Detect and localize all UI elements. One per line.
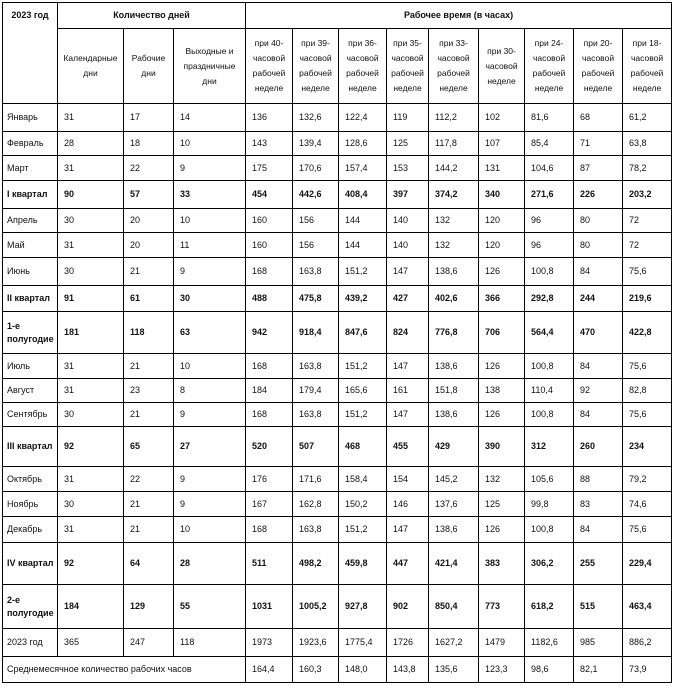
table-cell: 175 xyxy=(246,156,293,181)
table-cell: 92 xyxy=(574,379,623,403)
table-cell: 507 xyxy=(293,427,339,467)
table-cell: 122,4 xyxy=(339,104,387,132)
days-group-header: Количество дней xyxy=(58,3,246,29)
table-row xyxy=(3,354,672,379)
average-hours-cell: 143,8 xyxy=(387,657,429,683)
table-cell: 68 xyxy=(574,104,623,132)
table-cell: 84 xyxy=(574,354,623,379)
row-label: 1-е полугодие xyxy=(3,312,58,354)
table-cell: 87 xyxy=(574,156,623,181)
row-label: I квартал xyxy=(3,181,58,209)
table-cell: 564,4 xyxy=(525,312,574,354)
table-cell: 151,2 xyxy=(339,258,387,286)
table-cell: 63 xyxy=(174,312,246,354)
table-cell: 132 xyxy=(429,233,479,258)
table-cell: 397 xyxy=(387,181,429,209)
table-cell: 292,8 xyxy=(525,286,574,312)
table-cell: 31 xyxy=(58,156,124,181)
table-cell: 126 xyxy=(479,354,525,379)
table-cell: 171,6 xyxy=(293,467,339,492)
table-cell: 511 xyxy=(246,543,293,585)
table-cell: 75,6 xyxy=(623,354,672,379)
table-cell: 105,6 xyxy=(525,467,574,492)
table-cell: 33 xyxy=(174,181,246,209)
table-cell: 14 xyxy=(174,104,246,132)
table-cell: 30 xyxy=(174,286,246,312)
table-cell: 84 xyxy=(574,403,623,427)
table-cell: 618,2 xyxy=(525,585,574,629)
table-row xyxy=(3,492,672,517)
table-cell: 515 xyxy=(574,585,623,629)
table-cell: 65 xyxy=(124,427,174,467)
table-cell: 168 xyxy=(246,354,293,379)
table-cell: 163,8 xyxy=(293,403,339,427)
average-hours-label: Среднемесячное количество рабочих часов xyxy=(3,657,246,683)
table-row xyxy=(3,104,672,132)
row-label: Апрель xyxy=(3,209,58,233)
table-cell: 1775,4 xyxy=(339,629,387,657)
column-header-5: при 39-часовой рабочей неделе xyxy=(293,29,339,104)
table-body xyxy=(3,104,672,683)
table-cell: 120 xyxy=(479,233,525,258)
table-row xyxy=(3,517,672,543)
table-row xyxy=(3,312,672,354)
table-cell: 85,4 xyxy=(525,132,574,156)
table-cell: 75,6 xyxy=(623,258,672,286)
table-cell: 455 xyxy=(387,427,429,467)
table-cell: 110,4 xyxy=(525,379,574,403)
table-cell: 520 xyxy=(246,427,293,467)
table-cell: 132 xyxy=(429,209,479,233)
table-cell: 165,6 xyxy=(339,379,387,403)
table-cell: 340 xyxy=(479,181,525,209)
table-cell: 74,6 xyxy=(623,492,672,517)
table-cell: 161 xyxy=(387,379,429,403)
table-cell: 918,4 xyxy=(293,312,339,354)
table-cell: 100,8 xyxy=(525,354,574,379)
table-cell: 138,6 xyxy=(429,517,479,543)
average-hours-cell: 160,3 xyxy=(293,657,339,683)
table-cell: 163,8 xyxy=(293,517,339,543)
row-label: Январь xyxy=(3,104,58,132)
hours-group-header: Рабочее время (в часах) xyxy=(246,3,672,29)
table-cell: 31 xyxy=(58,379,124,403)
table-cell: 271,6 xyxy=(525,181,574,209)
header-row-sub xyxy=(3,29,672,104)
average-hours-cell: 135,6 xyxy=(429,657,479,683)
table-cell: 824 xyxy=(387,312,429,354)
table-cell: 99,8 xyxy=(525,492,574,517)
table-cell: 151,8 xyxy=(429,379,479,403)
row-label: Октябрь xyxy=(3,467,58,492)
table-cell: 64 xyxy=(124,543,174,585)
table-cell: 260 xyxy=(574,427,623,467)
table-cell: 11 xyxy=(174,233,246,258)
table-cell: 144 xyxy=(339,233,387,258)
table-cell: 21 xyxy=(124,403,174,427)
table-cell: 138 xyxy=(479,379,525,403)
table-cell: 429 xyxy=(429,427,479,467)
table-cell: 167 xyxy=(246,492,293,517)
table-cell: 1005,2 xyxy=(293,585,339,629)
table-cell: 61,2 xyxy=(623,104,672,132)
table-cell: 72 xyxy=(623,209,672,233)
table-cell: 21 xyxy=(124,354,174,379)
table-cell: 154 xyxy=(387,467,429,492)
table-cell: 156 xyxy=(293,209,339,233)
table-cell: 80 xyxy=(574,233,623,258)
table-cell: 79,2 xyxy=(623,467,672,492)
average-hours-row xyxy=(3,657,672,683)
table-cell: 10 xyxy=(174,517,246,543)
table-cell: 126 xyxy=(479,403,525,427)
table-cell: 151,2 xyxy=(339,517,387,543)
table-cell: 96 xyxy=(525,233,574,258)
table-cell: 31 xyxy=(58,467,124,492)
column-header-9: при 30-часовой неделе xyxy=(479,29,525,104)
table-cell: 31 xyxy=(58,233,124,258)
table-cell: 82,8 xyxy=(623,379,672,403)
table-cell: 408,4 xyxy=(339,181,387,209)
table-cell: 176 xyxy=(246,467,293,492)
table-cell: 100,8 xyxy=(525,517,574,543)
table-cell: 498,2 xyxy=(293,543,339,585)
table-cell: 100,8 xyxy=(525,403,574,427)
table-cell: 27 xyxy=(174,427,246,467)
table-cell: 96 xyxy=(525,209,574,233)
table-cell: 132 xyxy=(479,467,525,492)
table-cell: 120 xyxy=(479,209,525,233)
table-row xyxy=(3,585,672,629)
average-hours-cell: 123,3 xyxy=(479,657,525,683)
column-header-7: при 35-часовой рабочей неделе xyxy=(387,29,429,104)
row-label: 2023 год xyxy=(3,629,58,657)
table-cell: 226 xyxy=(574,181,623,209)
table-cell: 160 xyxy=(246,209,293,233)
table-cell: 71 xyxy=(574,132,623,156)
row-label: Сентябрь xyxy=(3,403,58,427)
table-cell: 30 xyxy=(58,258,124,286)
table-cell: 144 xyxy=(339,209,387,233)
table-cell: 147 xyxy=(387,517,429,543)
column-header-6: при 36-часовой рабочей неделе xyxy=(339,29,387,104)
table-cell: 402,6 xyxy=(429,286,479,312)
column-header-10: при 24-часовой рабочей неделе xyxy=(525,29,574,104)
table-cell: 706 xyxy=(479,312,525,354)
table-cell: 31 xyxy=(58,104,124,132)
table-cell: 312 xyxy=(525,427,574,467)
table-cell: 184 xyxy=(58,585,124,629)
table-cell: 136 xyxy=(246,104,293,132)
table-cell: 144,2 xyxy=(429,156,479,181)
table-cell: 147 xyxy=(387,403,429,427)
table-cell: 1923,6 xyxy=(293,629,339,657)
table-cell: 255 xyxy=(574,543,623,585)
table-cell: 92 xyxy=(58,427,124,467)
table-cell: 21 xyxy=(124,492,174,517)
column-header-4: при 40-часовой рабочей неделе xyxy=(246,29,293,104)
table-row xyxy=(3,233,672,258)
table-cell: 91 xyxy=(58,286,124,312)
table-cell: 104,6 xyxy=(525,156,574,181)
table-cell: 138,6 xyxy=(429,403,479,427)
table-cell: 138,6 xyxy=(429,354,479,379)
table-row xyxy=(3,156,672,181)
table-cell: 83 xyxy=(574,492,623,517)
table-cell: 131 xyxy=(479,156,525,181)
table-cell: 181 xyxy=(58,312,124,354)
table-cell: 126 xyxy=(479,517,525,543)
table-cell: 442,6 xyxy=(293,181,339,209)
table-row xyxy=(3,258,672,286)
table-cell: 147 xyxy=(387,258,429,286)
table-cell: 468 xyxy=(339,427,387,467)
table-cell: 92 xyxy=(58,543,124,585)
table-cell: 156 xyxy=(293,233,339,258)
average-hours-cell: 98,6 xyxy=(525,657,574,683)
column-header-8: при 33-часовой рабочей неделе xyxy=(429,29,479,104)
table-cell: 31 xyxy=(58,354,124,379)
table-cell: 20 xyxy=(124,233,174,258)
table-cell: 81,6 xyxy=(525,104,574,132)
table-cell: 463,4 xyxy=(623,585,672,629)
table-cell: 475,8 xyxy=(293,286,339,312)
table-cell: 163,8 xyxy=(293,258,339,286)
table-cell: 117,8 xyxy=(429,132,479,156)
table-row xyxy=(3,467,672,492)
work-calendar-table-wrapper xyxy=(2,2,672,683)
table-cell: 125 xyxy=(479,492,525,517)
table-cell: 72 xyxy=(623,233,672,258)
table-cell: 163,8 xyxy=(293,354,339,379)
table-cell: 30 xyxy=(58,403,124,427)
table-row xyxy=(3,181,672,209)
table-cell: 132,6 xyxy=(293,104,339,132)
table-cell: 488 xyxy=(246,286,293,312)
table-row xyxy=(3,379,672,403)
table-cell: 9 xyxy=(174,467,246,492)
table-cell: 137,6 xyxy=(429,492,479,517)
table-cell: 28 xyxy=(174,543,246,585)
table-cell: 179,4 xyxy=(293,379,339,403)
table-cell: 9 xyxy=(174,492,246,517)
table-cell: 8 xyxy=(174,379,246,403)
table-cell: 102 xyxy=(479,104,525,132)
table-cell: 129 xyxy=(124,585,174,629)
table-cell: 776,8 xyxy=(429,312,479,354)
table-cell: 421,4 xyxy=(429,543,479,585)
table-cell: 374,2 xyxy=(429,181,479,209)
average-hours-cell: 82,1 xyxy=(574,657,623,683)
table-cell: 9 xyxy=(174,258,246,286)
table-row xyxy=(3,286,672,312)
table-cell: 1973 xyxy=(246,629,293,657)
table-cell: 390 xyxy=(479,427,525,467)
table-cell: 23 xyxy=(124,379,174,403)
average-hours-cell: 148,0 xyxy=(339,657,387,683)
table-cell: 383 xyxy=(479,543,525,585)
table-cell: 422,8 xyxy=(623,312,672,354)
row-label: Май xyxy=(3,233,58,258)
table-cell: 100,8 xyxy=(525,258,574,286)
table-cell: 168 xyxy=(246,403,293,427)
table-cell: 140 xyxy=(387,233,429,258)
table-cell: 30 xyxy=(58,492,124,517)
table-cell: 147 xyxy=(387,354,429,379)
column-header-11: при 20-часовой рабочей неделе xyxy=(574,29,623,104)
table-cell: 139,4 xyxy=(293,132,339,156)
table-cell: 942 xyxy=(246,312,293,354)
table-cell: 203,2 xyxy=(623,181,672,209)
table-cell: 153 xyxy=(387,156,429,181)
table-cell: 22 xyxy=(124,156,174,181)
row-label: IV квартал xyxy=(3,543,58,585)
table-cell: 158,4 xyxy=(339,467,387,492)
table-cell: 168 xyxy=(246,258,293,286)
table-cell: 151,2 xyxy=(339,403,387,427)
table-cell: 143 xyxy=(246,132,293,156)
table-cell: 1479 xyxy=(479,629,525,657)
column-header-12: при 18-часовой рабочей неделе xyxy=(623,29,672,104)
table-cell: 886,2 xyxy=(623,629,672,657)
table-cell: 18 xyxy=(124,132,174,156)
table-cell: 454 xyxy=(246,181,293,209)
table-cell: 138,6 xyxy=(429,258,479,286)
table-cell: 365 xyxy=(58,629,124,657)
table-cell: 112,2 xyxy=(429,104,479,132)
table-cell: 151,2 xyxy=(339,354,387,379)
header-row-groups xyxy=(3,3,672,29)
table-cell: 427 xyxy=(387,286,429,312)
table-cell: 847,6 xyxy=(339,312,387,354)
table-cell: 459,8 xyxy=(339,543,387,585)
row-label: 2-е полугодие xyxy=(3,585,58,629)
table-cell: 1031 xyxy=(246,585,293,629)
table-cell: 470 xyxy=(574,312,623,354)
year-column-header: 2023 год xyxy=(3,3,58,104)
table-cell: 157,4 xyxy=(339,156,387,181)
table-cell: 31 xyxy=(58,517,124,543)
table-cell: 22 xyxy=(124,467,174,492)
table-cell: 119 xyxy=(387,104,429,132)
table-cell: 447 xyxy=(387,543,429,585)
table-cell: 107 xyxy=(479,132,525,156)
table-cell: 128,6 xyxy=(339,132,387,156)
table-cell: 21 xyxy=(124,517,174,543)
table-cell: 28 xyxy=(58,132,124,156)
table-cell: 162,8 xyxy=(293,492,339,517)
table-row xyxy=(3,629,672,657)
table-row xyxy=(3,132,672,156)
table-row xyxy=(3,403,672,427)
row-label: Июль xyxy=(3,354,58,379)
table-cell: 150,2 xyxy=(339,492,387,517)
column-header-1: Календарные дни xyxy=(58,29,124,104)
table-cell: 17 xyxy=(124,104,174,132)
table-cell: 927,8 xyxy=(339,585,387,629)
table-cell: 229,4 xyxy=(623,543,672,585)
average-hours-cell: 73,9 xyxy=(623,657,672,683)
table-cell: 306,2 xyxy=(525,543,574,585)
table-cell: 80 xyxy=(574,209,623,233)
row-label: Март xyxy=(3,156,58,181)
table-cell: 902 xyxy=(387,585,429,629)
table-cell: 773 xyxy=(479,585,525,629)
table-cell: 20 xyxy=(124,209,174,233)
column-header-2: Рабочие дни xyxy=(124,29,174,104)
table-cell: 118 xyxy=(124,312,174,354)
table-cell: 146 xyxy=(387,492,429,517)
table-cell: 168 xyxy=(246,517,293,543)
table-cell: 234 xyxy=(623,427,672,467)
table-cell: 140 xyxy=(387,209,429,233)
table-cell: 10 xyxy=(174,354,246,379)
table-cell: 170,6 xyxy=(293,156,339,181)
table-cell: 184 xyxy=(246,379,293,403)
table-cell: 244 xyxy=(574,286,623,312)
average-hours-cell: 164,4 xyxy=(246,657,293,683)
table-cell: 1726 xyxy=(387,629,429,657)
table-cell: 57 xyxy=(124,181,174,209)
table-cell: 439,2 xyxy=(339,286,387,312)
column-header-3: Выходные и праздничные дни xyxy=(174,29,246,104)
table-cell: 61 xyxy=(124,286,174,312)
table-cell: 75,6 xyxy=(623,403,672,427)
table-cell: 145,2 xyxy=(429,467,479,492)
table-cell: 30 xyxy=(58,209,124,233)
table-row xyxy=(3,427,672,467)
table-cell: 366 xyxy=(479,286,525,312)
table-cell: 850,4 xyxy=(429,585,479,629)
table-cell: 985 xyxy=(574,629,623,657)
row-label: Декабрь xyxy=(3,517,58,543)
table-row xyxy=(3,209,672,233)
table-cell: 9 xyxy=(174,403,246,427)
row-label: Июнь xyxy=(3,258,58,286)
table-cell: 10 xyxy=(174,209,246,233)
row-label: Февраль xyxy=(3,132,58,156)
row-label: II квартал xyxy=(3,286,58,312)
table-cell: 84 xyxy=(574,517,623,543)
table-row xyxy=(3,543,672,585)
table-cell: 84 xyxy=(574,258,623,286)
table-cell: 247 xyxy=(124,629,174,657)
table-cell: 1627,2 xyxy=(429,629,479,657)
table-cell: 118 xyxy=(174,629,246,657)
table-cell: 126 xyxy=(479,258,525,286)
work-calendar-table xyxy=(2,2,672,683)
table-cell: 219,6 xyxy=(623,286,672,312)
row-label: III квартал xyxy=(3,427,58,467)
table-cell: 21 xyxy=(124,258,174,286)
table-cell: 1182,6 xyxy=(525,629,574,657)
table-cell: 88 xyxy=(574,467,623,492)
table-cell: 9 xyxy=(174,156,246,181)
row-label: Август xyxy=(3,379,58,403)
table-cell: 63,8 xyxy=(623,132,672,156)
table-header xyxy=(3,3,672,104)
table-cell: 75,6 xyxy=(623,517,672,543)
table-cell: 78,2 xyxy=(623,156,672,181)
table-cell: 55 xyxy=(174,585,246,629)
row-label: Ноябрь xyxy=(3,492,58,517)
table-cell: 160 xyxy=(246,233,293,258)
table-cell: 125 xyxy=(387,132,429,156)
table-cell: 90 xyxy=(58,181,124,209)
table-cell: 10 xyxy=(174,132,246,156)
